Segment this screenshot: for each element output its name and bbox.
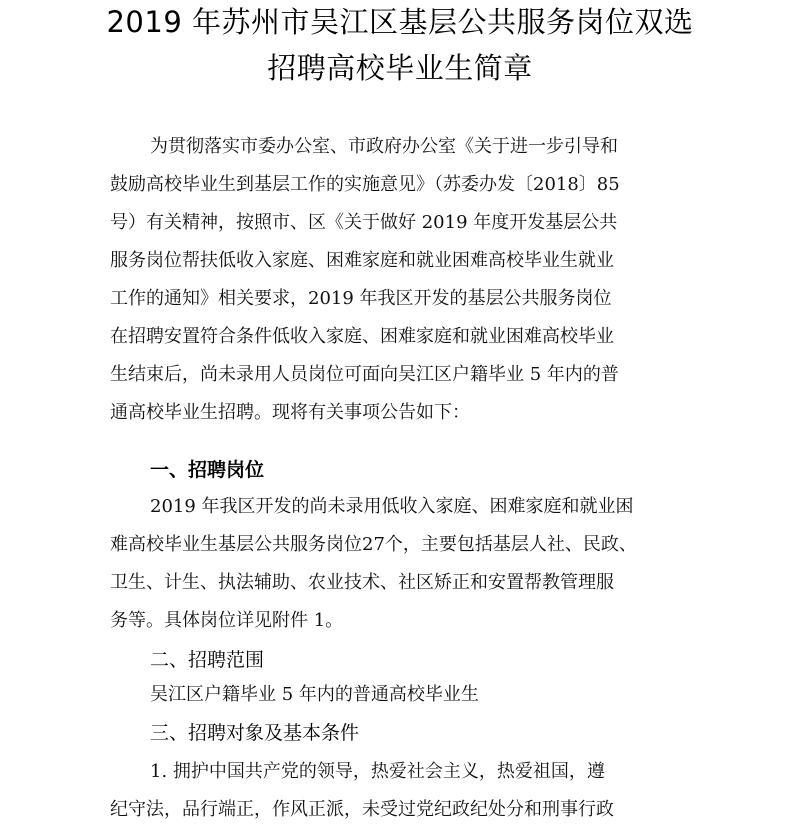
intro-line: 工作的通知》相关要求，2019 年我区开发的基层公共服务岗位 — [110, 288, 612, 309]
intro-line: 服务岗位帮扶低收入家庭、困难家庭和就业困难高校毕业生就业 — [110, 250, 614, 271]
section-3-heading: 三、招聘对象及基本条件 — [150, 722, 360, 744]
intro-line: 生结束后，尚未录用人员岗位可面向吴江区户籍毕业 5 年内的普 — [110, 364, 619, 385]
section-3-line: 1. 拥护中国共产党的领导，热爱社会主义，热爱祖国，遵 — [150, 761, 605, 782]
intro-line: 在招聘安置符合条件低收入家庭、困难家庭和就业困难高校毕业 — [110, 326, 614, 347]
section-1-line: 卫生、计生、执法辅助、农业技术、社区矫正和安置帮教管理服 — [110, 572, 614, 593]
intro-line: 通高校毕业生招聘。现将有关事项公告如下： — [110, 402, 470, 423]
section-2-line: 吴江区户籍毕业 5 年内的普通高校毕业生 — [150, 684, 479, 705]
section-1-line: 难高校毕业生基层公共服务岗位27个，主要包括基层人社、民政、 — [110, 534, 637, 555]
section-1-heading: 一、招聘岗位 — [150, 459, 265, 481]
section-3-line: 纪守法，品行端正，作风正派，未受过党纪政纪处分和刑事行政 — [110, 799, 614, 820]
section-1-line: 务等。具体岗位详见附件 1。 — [110, 610, 344, 631]
intro-line: 为贯彻落实市委办公室、市政府办公室《关于进一步引导和 — [150, 136, 618, 157]
intro-line: 鼓励高校毕业生到基层工作的实施意见》（苏委办发〔2018〕85 — [110, 174, 620, 195]
intro-line: 号）有关精神，按照市、区《关于做好 2019 年度开发基层公共 — [110, 212, 618, 233]
document-title-line-2: 招聘高校毕业生简章 — [267, 51, 533, 85]
document-title-line-1: 2019 年苏州市吴江区基层公共服务岗位双选 — [106, 5, 694, 39]
section-2-heading: 二、招聘范围 — [150, 649, 265, 671]
section-1-line: 2019 年我区开发的尚未录用低收入家庭、困难家庭和就业困 — [150, 496, 634, 517]
